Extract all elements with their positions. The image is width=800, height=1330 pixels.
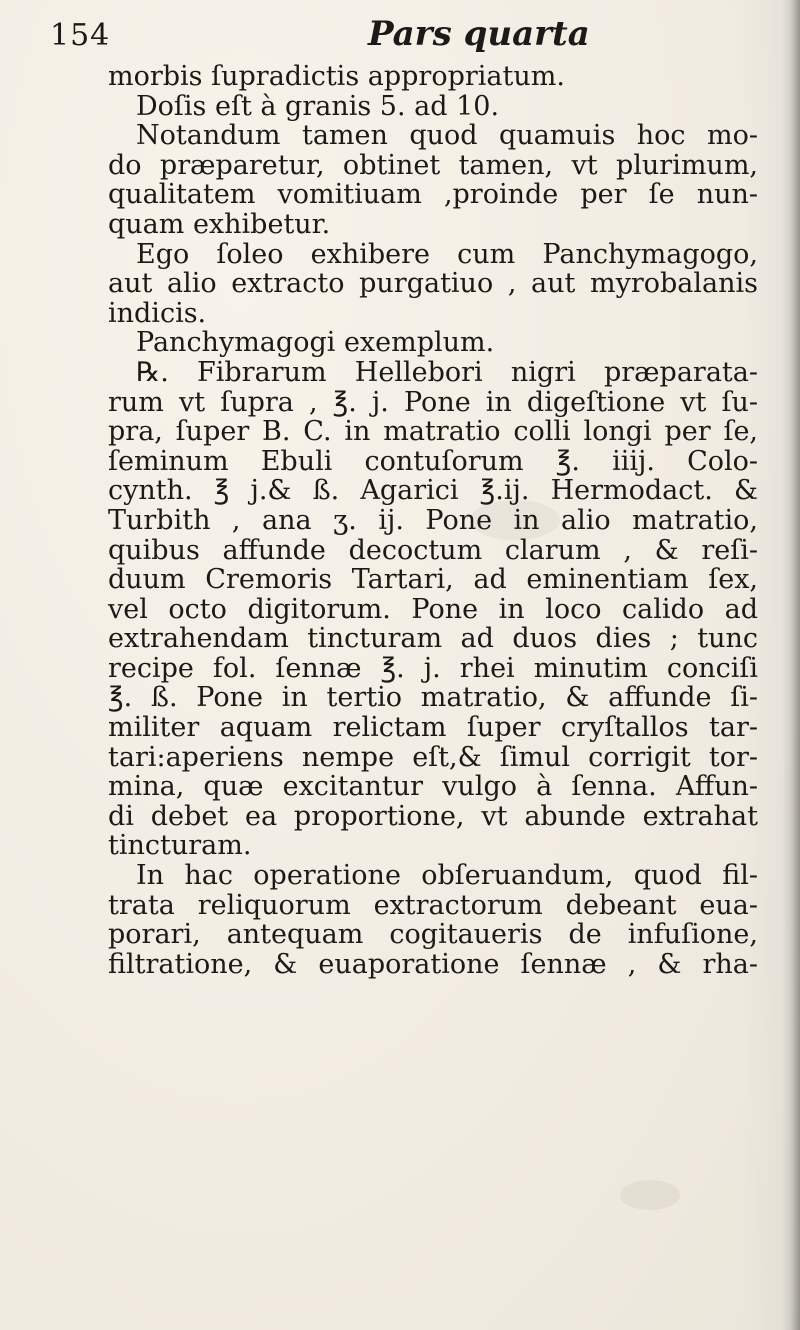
- text-line: pra, ſuper B. C. in matratio colli longi per ſe,: [108, 416, 758, 448]
- page-edge-shadow: [782, 0, 800, 1330]
- running-title: Pars quarta: [368, 14, 590, 54]
- text-line: trata reliquorum extractorum debeant eua-: [108, 889, 758, 921]
- text-line: ℞. Fibrarum Hellebori nigri præparata-: [136, 356, 758, 388]
- text-line: ℥. ß. Pone in tertio matratio, & affunde ſi-: [108, 682, 758, 714]
- text-line: rum vt ſupra , ℥. j. Pone in digeſtione vt ſu-: [108, 386, 758, 418]
- text-line: aut alio extracto purgatiuo , aut myrobalanis: [108, 268, 758, 300]
- text-line: qualitatem vomitiuam ,proinde per ſe nun-: [108, 179, 758, 211]
- text-line: morbis ſupradictis appropriatum.: [108, 61, 565, 92]
- text-line: mina, quæ excitantur vulgo à ſenna. Affun-: [108, 771, 758, 803]
- text-line: Doſis eſt à granis 5. ad 10.: [136, 90, 500, 122]
- text-line: do præparetur, obtinet tamen, vt plurimum,: [108, 149, 758, 181]
- page-header: [0, 14, 800, 58]
- text-line: porari, antequam cogitaueris de infuſione,: [108, 919, 758, 951]
- body-text: [108, 62, 758, 979]
- text-line: duum Cremoris Tartari, ad eminentiam ſex,: [108, 564, 758, 596]
- text-line: vel octo digitorum. Pone in loco calido ad: [108, 593, 758, 625]
- text-line: filtratione, & euaporatione ſennæ , & rha-: [108, 948, 758, 980]
- text-line: Panchymagogi exemplum.: [136, 327, 495, 359]
- text-line: Notandum tamen quod quamuis hoc mo-: [136, 120, 758, 152]
- text-line: quibus affunde decoctum clarum , & reſi-: [108, 534, 758, 566]
- page-number: 154: [50, 18, 111, 53]
- text-line: tincturam.: [108, 830, 252, 862]
- text-line: di debet ea proportione, vt abunde extrahat: [108, 800, 758, 832]
- text-line: Ego ſoleo exhibere cum Panchymagogo,: [136, 238, 758, 270]
- text-line: ſeminum Ebuli contuſorum ℥. iiij. Colo-: [108, 445, 758, 477]
- text-line: quam exhibetur.: [108, 208, 331, 240]
- paper-stain: [620, 1180, 680, 1210]
- text-line: Turbith , ana ʒ. ij. Pone in alio matratio,: [108, 504, 758, 536]
- text-line: cynth. ℥ j.& ß. Agarici ℥.ij. Hermodact. &: [108, 475, 758, 507]
- text-line: extrahendam tincturam ad duos dies ; tunc: [108, 623, 758, 655]
- text-line: recipe fol. ſennæ ℥. j. rhei minutim conciſi: [108, 652, 758, 684]
- text-line: In hac operatione obſeruandum, quod fil-: [136, 860, 758, 892]
- text-line: indicis.: [108, 297, 207, 329]
- text-line: tari:aperiens nempe eſt,& ſimul corrigit tor-: [108, 741, 758, 773]
- text-line: militer aquam relictam ſuper cryſtallos tar-: [108, 712, 758, 744]
